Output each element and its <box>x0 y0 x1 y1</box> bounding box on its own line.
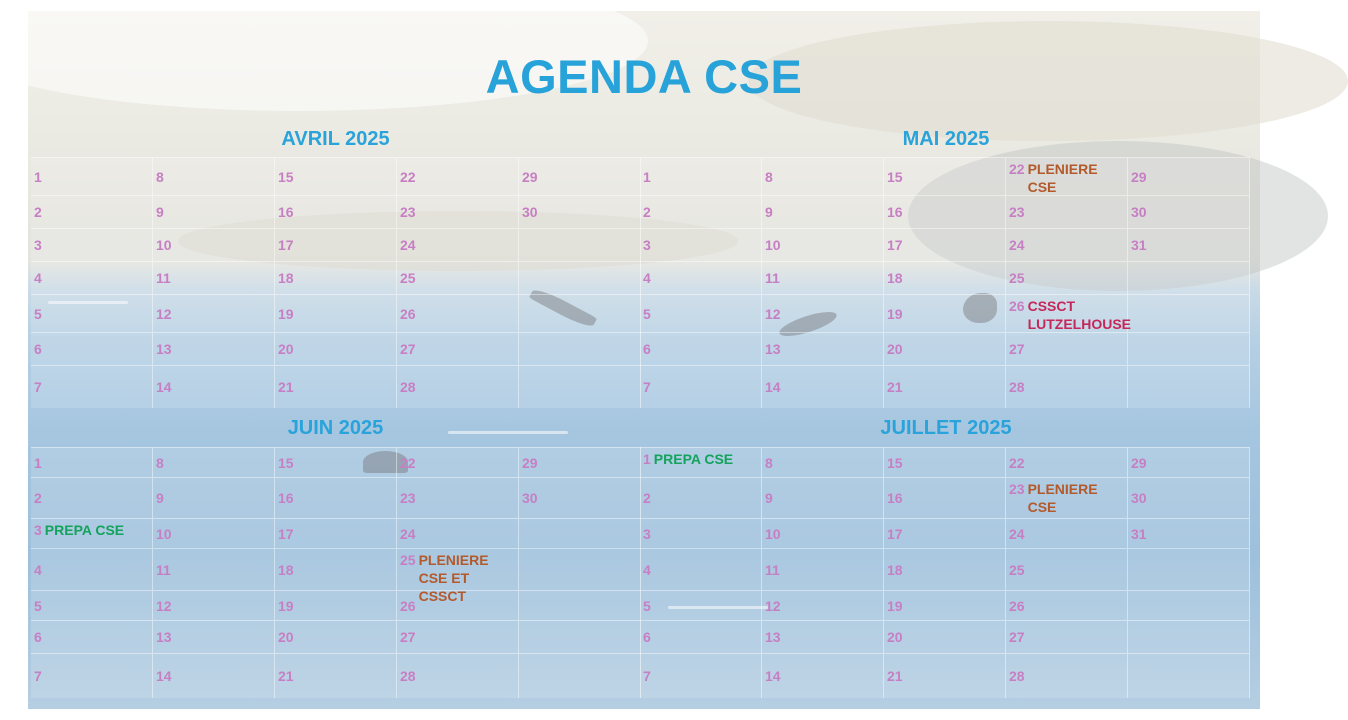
day-cell <box>275 195 397 228</box>
day-cell <box>884 332 1006 365</box>
day-cell <box>153 294 275 332</box>
day-number: 24 <box>1009 525 1025 542</box>
day-number: 19 <box>278 597 294 614</box>
day-cell <box>762 294 884 332</box>
day-number: 10 <box>156 237 172 253</box>
day-cell <box>31 548 153 590</box>
day-number: 30 <box>1131 490 1147 506</box>
day-cell <box>31 195 153 228</box>
day-number: 26 <box>400 597 416 614</box>
day-cell <box>1006 477 1128 518</box>
day-cell <box>884 590 1006 620</box>
day-cell <box>884 294 1006 332</box>
day-cell <box>762 365 884 408</box>
day-cell <box>762 620 884 653</box>
day-cell <box>1006 447 1128 477</box>
day-number: 8 <box>156 168 164 185</box>
day-cell <box>884 447 1006 477</box>
day-number: 18 <box>278 270 294 286</box>
day-number: 23 <box>1009 481 1025 497</box>
day-cell <box>153 447 275 477</box>
day-number: 12 <box>765 597 781 614</box>
day-cell <box>275 261 397 294</box>
day-number: 6 <box>34 629 42 645</box>
day-cell <box>1006 261 1128 294</box>
day-number: 22 <box>1009 454 1025 471</box>
day-cell <box>762 590 884 620</box>
day-cell <box>31 620 153 653</box>
day-number: 8 <box>765 168 773 185</box>
day-cell <box>397 518 519 548</box>
day-cell <box>1006 332 1128 365</box>
day-cell <box>762 195 884 228</box>
day-cell <box>1128 620 1250 653</box>
day-number: 12 <box>156 305 172 322</box>
day-number: 22 <box>400 454 416 471</box>
day-cell <box>275 620 397 653</box>
day-cell <box>640 620 762 653</box>
day-number: 13 <box>765 341 781 357</box>
day-number: 17 <box>278 525 294 542</box>
day-number: 1 <box>34 454 42 471</box>
day-number: 16 <box>887 204 903 220</box>
day-cell <box>397 261 519 294</box>
day-cell <box>397 447 519 477</box>
day-number: 4 <box>643 561 651 578</box>
day-cell <box>640 228 762 261</box>
day-cell <box>153 620 275 653</box>
day-cell <box>1128 157 1250 195</box>
day-number: 9 <box>156 490 164 506</box>
day-cell <box>1006 294 1132 332</box>
day-cell <box>397 157 519 195</box>
day-cell <box>153 477 275 518</box>
day-cell <box>1128 261 1250 294</box>
day-cell <box>519 590 641 620</box>
day-number: 9 <box>156 204 164 220</box>
day-cell <box>762 228 884 261</box>
day-cell <box>640 548 762 590</box>
day-number: 5 <box>643 305 651 322</box>
day-number: 1 <box>643 168 651 185</box>
day-number: 21 <box>887 379 903 395</box>
day-number: 13 <box>156 341 172 357</box>
day-number: 14 <box>156 668 172 684</box>
day-number: 15 <box>278 168 294 185</box>
day-number: 24 <box>1009 237 1025 253</box>
day-cell <box>519 332 641 365</box>
day-number: 26 <box>400 305 416 322</box>
month-title-juillet: JUILLET 2025 <box>880 417 1012 439</box>
day-number: 19 <box>887 597 903 614</box>
day-cell <box>519 518 641 548</box>
day-cell <box>153 332 275 365</box>
day-number: 31 <box>1131 525 1147 542</box>
day-number: 31 <box>1131 237 1147 253</box>
event-label: PLENIERE CSE <box>1027 161 1098 195</box>
day-cell <box>275 590 397 620</box>
day-number: 19 <box>278 305 294 322</box>
day-cell <box>762 261 884 294</box>
day-number: 4 <box>34 561 42 578</box>
day-number: 23 <box>400 490 416 506</box>
month-title-mai: MAI 2025 <box>902 128 990 150</box>
day-number: 25 <box>1009 561 1025 578</box>
event-label: PREPA CSE <box>44 522 125 538</box>
day-cell <box>275 447 397 477</box>
month-grid-juin <box>31 447 641 698</box>
day-number: 29 <box>1131 168 1147 185</box>
day-number: 16 <box>278 204 294 220</box>
day-cell <box>884 195 1006 228</box>
day-number: 23 <box>400 204 416 220</box>
day-cell <box>519 294 641 332</box>
month-title-avril: AVRIL 2025 <box>281 128 390 150</box>
day-cell <box>275 477 397 518</box>
day-number: 18 <box>887 561 903 578</box>
day-cell <box>153 261 275 294</box>
day-cell <box>153 365 275 408</box>
day-number: 26 <box>1009 597 1025 614</box>
day-number: 10 <box>765 237 781 253</box>
day-number: 29 <box>1131 454 1147 471</box>
day-cell <box>31 653 153 698</box>
day-cell <box>884 228 1006 261</box>
day-number: 27 <box>1009 341 1025 357</box>
day-number: 4 <box>643 270 651 286</box>
day-cell <box>153 653 275 698</box>
day-number: 14 <box>765 379 781 395</box>
agenda-title: AGENDA CSE <box>485 50 803 103</box>
day-number: 25 <box>1009 270 1025 286</box>
day-number: 10 <box>156 525 172 542</box>
day-cell <box>1128 477 1250 518</box>
day-cell <box>884 518 1006 548</box>
day-number: 11 <box>156 270 171 286</box>
day-cell <box>31 294 153 332</box>
day-cell <box>1128 294 1250 332</box>
day-number: 27 <box>1009 629 1025 645</box>
day-cell <box>640 332 762 365</box>
day-cell <box>884 548 1006 590</box>
day-number: 7 <box>34 379 42 395</box>
day-number: 25 <box>400 552 416 568</box>
day-number: 22 <box>1009 161 1025 177</box>
day-cell <box>762 518 884 548</box>
day-cell <box>640 294 762 332</box>
day-cell <box>640 261 762 294</box>
day-number: 1 <box>643 451 651 467</box>
day-number: 9 <box>765 204 773 220</box>
day-cell <box>884 261 1006 294</box>
day-number: 20 <box>278 341 294 357</box>
day-cell <box>1128 447 1250 477</box>
day-cell <box>275 228 397 261</box>
event-label: CSSCT LUTZELHOUSE <box>1027 298 1132 332</box>
day-number: 15 <box>887 168 903 185</box>
day-number: 30 <box>522 490 538 506</box>
day-cell <box>640 157 762 195</box>
day-cell <box>1006 195 1128 228</box>
day-cell <box>31 261 153 294</box>
day-cell <box>153 157 275 195</box>
day-cell <box>762 477 884 518</box>
day-number: 20 <box>278 629 294 645</box>
day-number: 8 <box>156 454 164 471</box>
day-number: 11 <box>156 561 171 578</box>
day-cell <box>640 477 762 518</box>
day-number: 17 <box>887 237 903 253</box>
day-cell <box>397 294 519 332</box>
day-cell <box>31 157 153 195</box>
day-cell <box>397 195 519 228</box>
day-number: 3 <box>643 525 651 542</box>
day-cell <box>762 447 884 477</box>
day-number: 2 <box>643 204 651 220</box>
day-number: 24 <box>400 237 416 253</box>
day-number: 17 <box>278 237 294 253</box>
day-cell <box>1128 548 1250 590</box>
day-cell <box>1006 590 1128 620</box>
day-number: 2 <box>643 490 651 506</box>
day-cell <box>884 620 1006 653</box>
day-number: 26 <box>1009 298 1025 314</box>
day-cell <box>1006 620 1128 653</box>
day-number: 17 <box>887 525 903 542</box>
day-cell <box>31 477 153 518</box>
day-cell <box>397 332 519 365</box>
day-cell <box>397 653 519 698</box>
day-number: 6 <box>643 341 651 357</box>
day-cell <box>762 332 884 365</box>
day-number: 22 <box>400 168 416 185</box>
day-number: 2 <box>34 490 42 506</box>
day-cell <box>31 447 153 477</box>
day-number: 12 <box>765 305 781 322</box>
day-number: 3 <box>643 237 651 253</box>
day-number: 3 <box>34 522 42 538</box>
day-number: 28 <box>1009 668 1025 684</box>
day-cell <box>1128 228 1250 261</box>
day-cell <box>397 228 519 261</box>
day-number: 28 <box>1009 379 1025 395</box>
day-cell <box>519 365 641 408</box>
day-number: 20 <box>887 341 903 357</box>
day-cell <box>640 653 762 698</box>
day-cell <box>519 195 641 228</box>
day-cell <box>762 157 884 195</box>
day-cell <box>153 590 275 620</box>
day-cell <box>397 477 519 518</box>
day-number: 2 <box>34 204 42 220</box>
month-title-juin: JUIN 2025 <box>287 417 384 439</box>
day-cell <box>1128 653 1250 698</box>
day-cell <box>519 261 641 294</box>
day-cell <box>640 518 762 548</box>
day-number: 4 <box>34 270 42 286</box>
day-number: 12 <box>156 597 172 614</box>
day-number: 29 <box>522 168 538 185</box>
day-number: 19 <box>887 305 903 322</box>
day-cell <box>1128 195 1250 228</box>
day-number: 9 <box>765 490 773 506</box>
day-number: 7 <box>34 668 42 684</box>
day-cell <box>275 548 397 590</box>
day-cell <box>762 548 884 590</box>
day-cell <box>519 447 641 477</box>
day-cell <box>31 365 153 408</box>
day-number: 24 <box>400 525 416 542</box>
day-cell <box>519 620 641 653</box>
day-cell <box>275 157 397 195</box>
day-cell <box>31 590 153 620</box>
event-label: PREPA CSE <box>653 451 734 467</box>
day-cell <box>1128 518 1250 548</box>
day-number: 5 <box>643 597 651 614</box>
day-cell <box>640 365 762 408</box>
day-number: 10 <box>765 525 781 542</box>
day-number: 29 <box>522 454 538 471</box>
day-cell <box>153 548 275 590</box>
day-number: 21 <box>278 668 294 684</box>
day-number: 14 <box>156 379 172 395</box>
day-number: 13 <box>765 629 781 645</box>
day-cell <box>1128 332 1250 365</box>
day-cell <box>31 228 153 261</box>
day-number: 7 <box>643 379 651 395</box>
day-cell <box>397 548 519 604</box>
day-number: 23 <box>1009 204 1025 220</box>
day-cell <box>1006 228 1128 261</box>
day-number: 28 <box>400 379 416 395</box>
day-number: 27 <box>400 341 416 357</box>
day-number: 16 <box>278 490 294 506</box>
day-number: 21 <box>278 379 294 395</box>
day-number: 20 <box>887 629 903 645</box>
day-cell <box>640 447 762 477</box>
day-cell <box>1006 518 1128 548</box>
day-cell <box>884 157 1006 195</box>
day-cell <box>31 518 153 548</box>
day-number: 14 <box>765 668 781 684</box>
day-cell <box>762 653 884 698</box>
day-number: 16 <box>887 490 903 506</box>
day-number: 15 <box>278 454 294 471</box>
day-cell <box>884 653 1006 698</box>
day-cell <box>1006 653 1128 698</box>
day-cell <box>884 477 1006 518</box>
day-cell <box>153 228 275 261</box>
day-cell <box>153 518 275 548</box>
day-cell <box>1006 157 1128 195</box>
day-number: 1 <box>34 168 42 185</box>
day-number: 18 <box>278 561 294 578</box>
day-cell <box>275 365 397 408</box>
day-cell <box>1006 548 1128 590</box>
month-grid-mai <box>640 157 1250 408</box>
day-cell <box>1128 365 1250 408</box>
day-number: 6 <box>34 341 42 357</box>
day-number: 7 <box>643 668 651 684</box>
day-cell <box>275 653 397 698</box>
event-label: PLENIERE CSE ET CSSCT <box>418 552 489 604</box>
month-grid-juillet <box>640 447 1250 698</box>
day-number: 13 <box>156 629 172 645</box>
month-grid-avril <box>31 157 641 408</box>
day-number: 5 <box>34 597 42 614</box>
day-number: 18 <box>887 270 903 286</box>
day-cell <box>640 195 762 228</box>
day-number: 11 <box>765 270 780 286</box>
day-number: 11 <box>765 561 780 578</box>
day-number: 6 <box>643 629 651 645</box>
day-cell <box>1128 590 1250 620</box>
day-cell <box>275 332 397 365</box>
day-cell <box>519 157 641 195</box>
day-number: 27 <box>400 629 416 645</box>
day-number: 15 <box>887 454 903 471</box>
day-cell <box>1006 365 1128 408</box>
event-label: PLENIERE CSE <box>1027 481 1098 515</box>
day-cell <box>397 590 519 620</box>
day-cell <box>397 620 519 653</box>
day-number: 21 <box>887 668 903 684</box>
day-cell <box>519 548 641 590</box>
day-cell <box>153 195 275 228</box>
day-cell <box>884 365 1006 408</box>
day-cell <box>275 518 397 548</box>
day-number: 3 <box>34 237 42 253</box>
agenda-slide <box>28 11 1260 709</box>
day-number: 25 <box>400 270 416 286</box>
day-cell <box>519 653 641 698</box>
day-cell <box>519 477 641 518</box>
day-cell <box>275 294 397 332</box>
day-number: 5 <box>34 305 42 322</box>
day-cell <box>31 332 153 365</box>
day-number: 30 <box>522 204 538 220</box>
day-number: 28 <box>400 668 416 684</box>
day-cell <box>519 228 641 261</box>
day-number: 8 <box>765 454 773 471</box>
day-cell <box>640 590 762 620</box>
day-cell <box>397 365 519 408</box>
day-number: 30 <box>1131 204 1147 220</box>
